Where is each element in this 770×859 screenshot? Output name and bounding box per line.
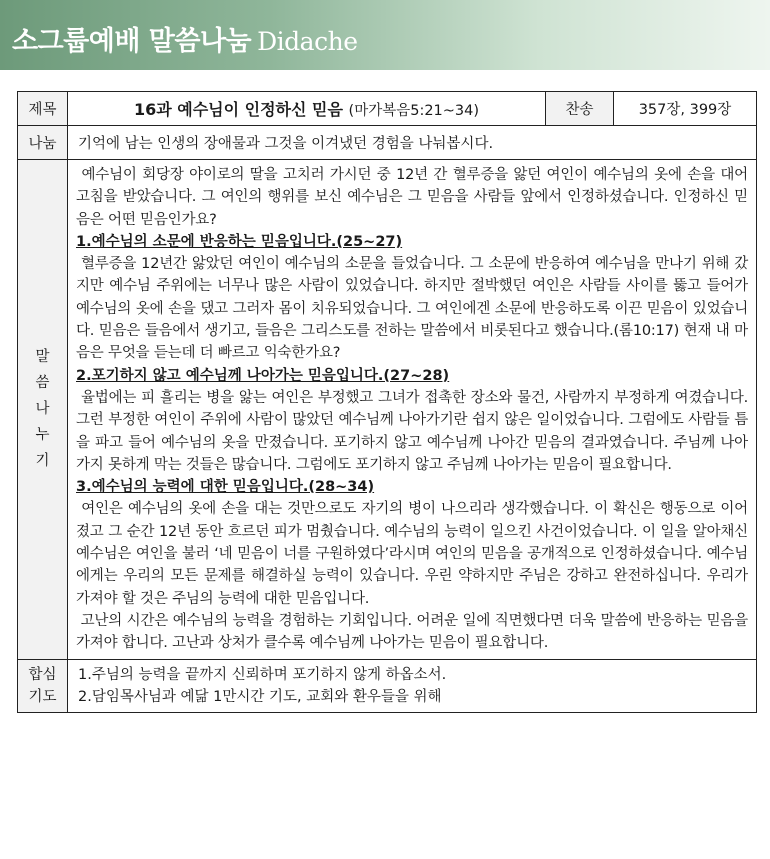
share-text: 기억에 남는 인생의 장애물과 그것을 이겨냈던 경험을 나눠봅시다. [68, 126, 757, 160]
label-prayer-line2: 기도 [28, 688, 57, 705]
title-latin: Didache [257, 27, 358, 56]
row-share [18, 126, 757, 160]
sermon-body [68, 160, 757, 660]
title-korean: 소그룹예배 말씀나눔 [12, 26, 252, 57]
row-sermon [18, 160, 757, 660]
point1-body: 혈루증을 12년간 앓았던 여인이 예수님의 소문을 들었습니다. 그 소문에 반응하여 예수님을 만나기 위해 갔지만 예수님 주위에는 너무나 많은 사람이 있었습니다. 하지만 절박했던 여인은 사람들 사이를 뚫고 들어가 예수님의 옷에 손을 댔고 그러자 몸이 치유되었습니다. 그 여인에겐 소문에 반응하도록 이끈 믿음이 있었습니다. 믿음은 들음에서 생기고, 들음은 그리스도를 전하는 말씀에서 비롯된다고 했습니다.(롬10:17) 현재 내 마음은 무엇을 듣는데 더 빠르고 익숙한가요? [76, 256, 748, 362]
scripture-ref: (마가복음5:21~34) [348, 103, 480, 119]
header-banner [0, 0, 770, 70]
point2-heading: 2.포기하지 않고 예수님께 나아가는 믿음입니다.(27~28) [76, 367, 450, 384]
row-prayer [18, 659, 757, 712]
point1-heading: 1.예수님의 소문에 반응하는 믿음입니다.(25~27) [76, 233, 403, 250]
closing-paragraph: 고난의 시간은 예수님의 능력을 경험하는 기회입니다. 어려운 일에 직면했다면 더욱 말씀에 반응하는 믿음을 가져야 합니다. 고난과 상처가 클수록 예수님께 나아가는 믿음이 필요합니다. [76, 612, 748, 652]
prayer-list [68, 659, 757, 712]
row-title [18, 92, 757, 126]
label-char: 말 [35, 349, 50, 366]
label-share: 나눔 [18, 126, 68, 160]
label-char: 누 [35, 427, 50, 444]
label-prayer [18, 659, 68, 712]
intro-paragraph: 예수님이 회당장 야이로의 딸을 고치러 가시던 중 12년 간 혈루증을 앓던 여인이 예수님의 옷에 손을 대어 고침을 받았습니다. 그 여인의 행위를 보신 예수님은 그 믿음을 사람들 앞에서 인정하셨습니다. 인정하신 믿음은 어떤 믿음인가요? [76, 167, 748, 228]
label-char: 씀 [35, 375, 50, 392]
point2-body: 율법에는 피 흘리는 병을 앓는 여인은 부정했고 그녀가 접촉한 장소와 물건, 사람까지 부정하게 여겼습니다. 그런 부정한 여인이 주위에 사람이 많았던 예수님께 나아가기란 쉽지 않은 일이었습니다. 그럼에도 사람들 틈을 파고 들어 예수님의 옷을 만졌습니다. 포기하지 않고 예수님께 나아간 믿음의 결과였습니다. 주님께 나아가지 못하게 막는 것들은 많습니다. 그럼에도 포기하지 않고 주님께 나아가는 믿음이 필요합니다. [76, 389, 748, 473]
page-title [12, 19, 358, 58]
label-char: 나 [35, 401, 50, 418]
hymn-label: 찬송 [546, 92, 614, 126]
point3-heading: 3.예수님의 능력에 대한 믿음입니다.(28~34) [76, 479, 375, 496]
lesson-title: 16과 예수님이 인정하신 믿음 [133, 100, 343, 119]
label-prayer-line1: 합심 [28, 666, 57, 683]
point3-body: 여인은 예수님의 옷에 손을 대는 것만으로도 자기의 병이 나으리라 생각했습니다. 이 확신은 행동으로 이어졌고 그 순간 12년 동안 흐르던 피가 멈췄습니다. 예수님의 능력이 일으킨 사건이었습니다. 이 일을 알아채신 예수님은 여인을 불러 ‘네 믿음이 너를 구원하였다’라시며 여인의 믿음을 공개적으로 인정하셨습니다. 예수님에게는 우리의 모든 문제를 해결하실 능력이 있습니다. 우린 약하지만 주님은 강하고 완전하십니다. 우리가 가져야 할 것은 주님의 능력에 대한 믿음입니다. [76, 501, 748, 607]
lesson-title-cell [68, 92, 546, 126]
label-title: 제목 [18, 92, 68, 126]
label-sermon [18, 160, 68, 660]
label-char: 기 [35, 453, 50, 470]
prayer-item: 1.주님의 능력을 끝까지 신뢰하며 포기하지 않게 하옵소서. [78, 666, 447, 683]
prayer-item: 2.담임목사님과 예닮 1만시간 기도, 교회와 환우들을 위해 [78, 688, 442, 705]
worksheet-table [17, 91, 757, 713]
hymn-value: 357장, 399장 [614, 92, 757, 126]
